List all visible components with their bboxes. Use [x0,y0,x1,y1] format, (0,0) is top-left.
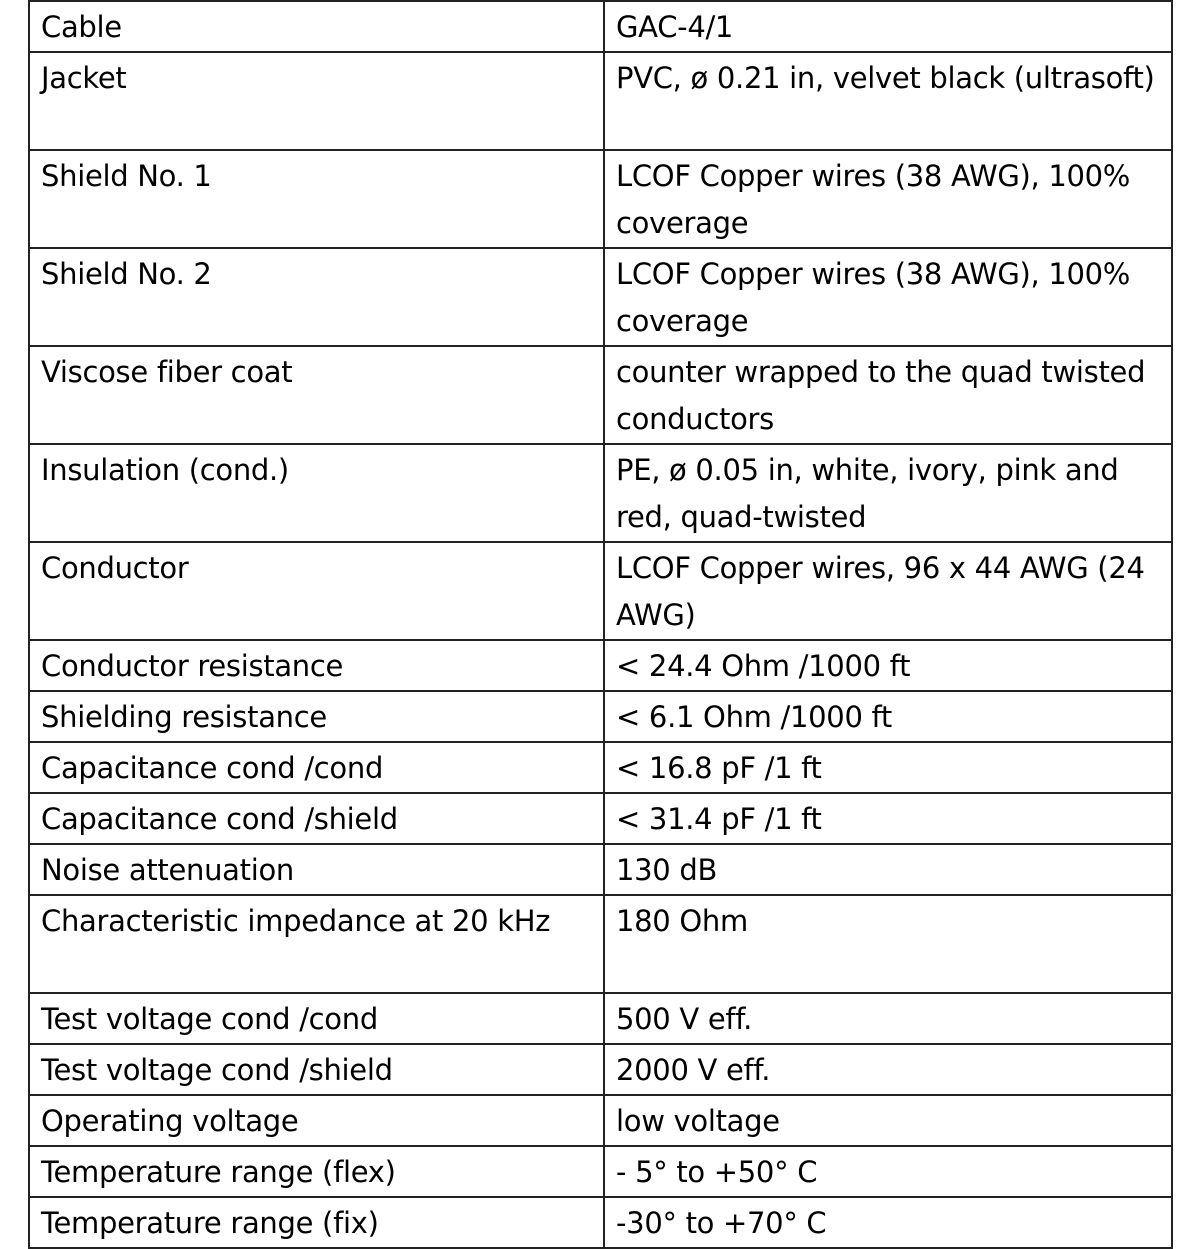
table-row [29,691,1172,742]
spec-value: 130 dB [604,844,1172,895]
spec-label: Characteristic impedance at 20 kHz [29,895,604,993]
spec-value: LCOF Copper wires, 96 x 44 AWG (24 AWG) [604,542,1172,640]
spec-value: < 31.4 pF /1 ft [604,793,1172,844]
spec-label: Test voltage cond /shield [29,1044,604,1095]
table-row [29,444,1172,542]
spec-label: Capacitance cond /shield [29,793,604,844]
spec-value: PE, ø 0.05 in, white, ivory, pink and red, quad-twisted [604,444,1172,542]
spec-label: Shield No. 2 [29,248,604,346]
spec-label: Temperature range (flex) [29,1146,604,1197]
spec-label: Jacket [29,52,604,150]
spec-label: Temperature range (fix) [29,1197,604,1248]
spec-value: GAC-4/1 [604,1,1172,52]
table-row [29,895,1172,993]
spec-label: Viscose fiber coat [29,346,604,444]
table-row [29,1146,1172,1197]
table-row [29,346,1172,444]
table-row [29,742,1172,793]
spec-label: Conductor [29,542,604,640]
spec-label: Insulation (cond.) [29,444,604,542]
table-row [29,1044,1172,1095]
spec-value: LCOF Copper wires (38 AWG), 100% coverage [604,248,1172,346]
table-row [29,542,1172,640]
spec-label: Capacitance cond /cond [29,742,604,793]
cable-spec-table [28,0,1173,1249]
table-row [29,1197,1172,1248]
spec-value: low voltage [604,1095,1172,1146]
table-row [29,793,1172,844]
spec-value: - 5° to +50° C [604,1146,1172,1197]
spec-value: PVC, ø 0.21 in, velvet black (ultrasoft) [604,52,1172,150]
spec-value: < 16.8 pF /1 ft [604,742,1172,793]
spec-label: Conductor resistance [29,640,604,691]
spec-value: LCOF Copper wires (38 AWG), 100% coverage [604,150,1172,248]
spec-label: Test voltage cond /cond [29,993,604,1044]
table-row [29,150,1172,248]
table-row [29,993,1172,1044]
spec-value: < 24.4 Ohm /1000 ft [604,640,1172,691]
spec-value: 180 Ohm [604,895,1172,993]
table-row [29,1095,1172,1146]
spec-value: 500 V eff. [604,993,1172,1044]
spec-value: < 6.1 Ohm /1000 ft [604,691,1172,742]
table-row [29,640,1172,691]
spec-label: Operating voltage [29,1095,604,1146]
spec-label: Noise attenuation [29,844,604,895]
spec-label: Shielding resistance [29,691,604,742]
table-row [29,844,1172,895]
spec-value: 2000 V eff. [604,1044,1172,1095]
table-row [29,1,1172,52]
spec-value: -30° to +70° C [604,1197,1172,1248]
spec-value: counter wrapped to the quad twisted conductors [604,346,1172,444]
table-row [29,52,1172,150]
spec-label: Cable [29,1,604,52]
table-row [29,248,1172,346]
spec-label: Shield No. 1 [29,150,604,248]
